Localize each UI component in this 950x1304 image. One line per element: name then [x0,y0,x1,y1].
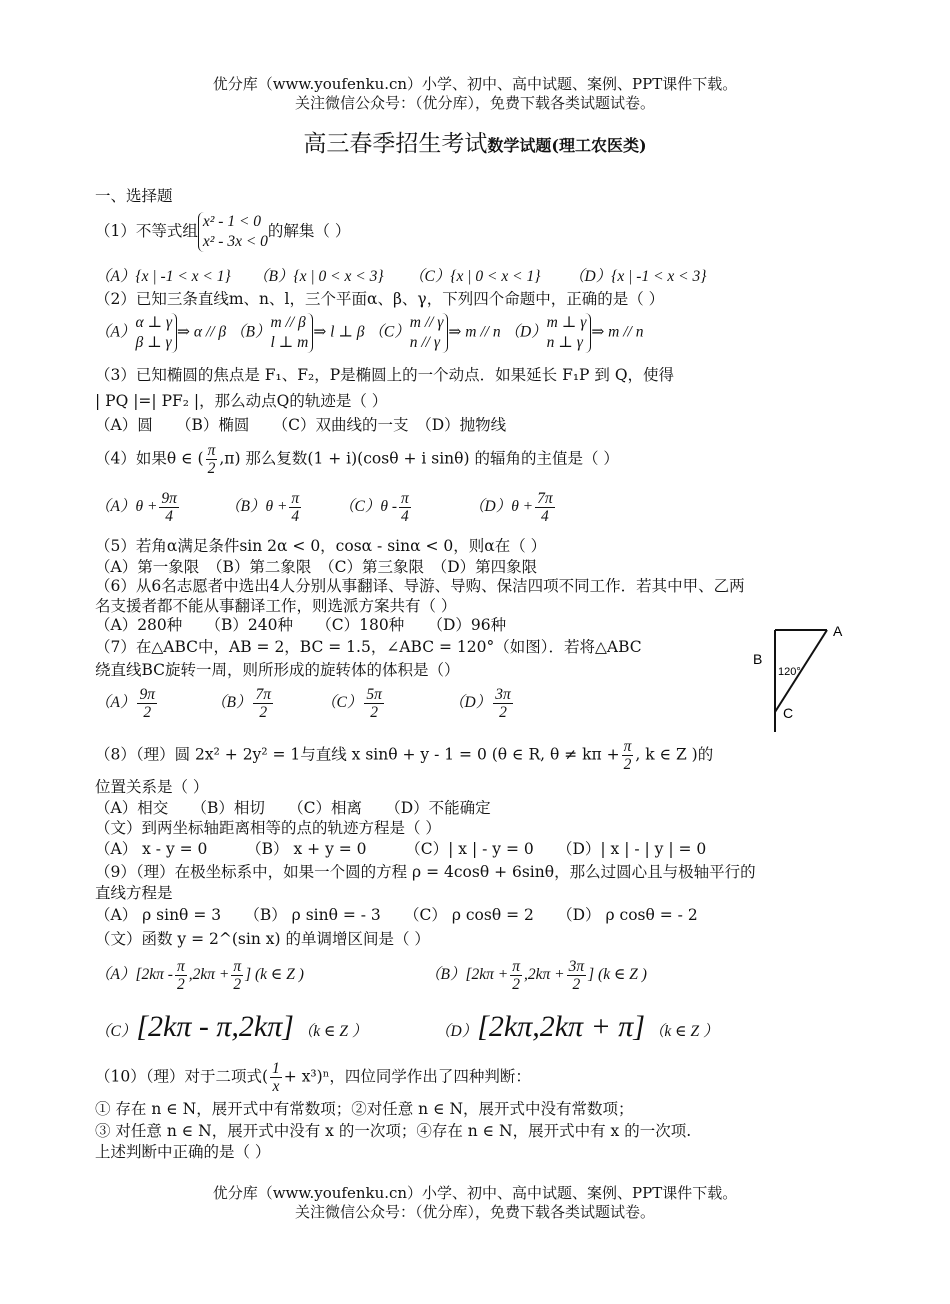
q9-b-left: （B）[2kπ + [425,966,509,984]
q2-d-system [547,313,592,353]
q4-d-label: （D）θ + [469,498,534,516]
q4-a-num: 9π [161,490,177,507]
q10-line-4: 上述判断中正确的是（ ） [95,1143,271,1161]
q9-b-right: ] (k ∈ Z ) [588,966,647,984]
footer-line-2: 关注微信公众号：（优分库），免费下载各类试题试卷。 [294,1203,655,1221]
label-b: B [753,651,763,667]
q7-a-den: 2 [143,704,152,721]
q3-line-2: | PQ |=| PF₂ |，那么动点Q的轨迹是（ ） [95,392,388,410]
q2-b-1: m // β [270,314,306,331]
q9-wen-stem: （文）函数 y = 2^(sin x) 的单调增区间是（ ） [95,930,430,948]
q8-post: , k ∈ Z )的 [635,745,714,764]
q2-d-result: ⇒ m // n [591,323,644,341]
q4-b-label: （B）θ + [225,498,288,516]
q9-c-right: （k ∈ Z ） [297,1023,368,1040]
q2-b-2: l ⊥ m [270,334,309,351]
q4-b-frac [289,490,301,525]
q4-frac-den: 2 [207,460,216,477]
q9-options: （A） ρ sinθ = 3 （B） ρ sinθ = - 3 （C） ρ cosθ = 2 （D） ρ cosθ = - 2 [95,906,698,924]
q2-b-system [270,313,313,353]
q5-stem: （5）若角α满足条件sin 2α < 0，cosα - sinα < 0，则α在（ ） [95,537,547,555]
q4-c-num: π [401,490,409,507]
q9-b-frac-2-den: 2 [572,976,581,993]
q7-a-num: 9π [139,686,155,703]
q4-options [95,490,557,525]
q9-d-interval: [2kπ,2kπ + π] [477,1010,646,1043]
q8-wen-stem: （文）到两坐标轴距离相等的点的轨迹方程是（ ） [95,819,441,837]
q1-ineq-2: x² - 3x < 0 [202,233,268,250]
q7-d-frac [493,686,513,721]
q7-line-2: 绕直线BC旋转一周，则所形成的旋转体的体积是（） [95,661,460,679]
q10-line-2: ① 存在 n ∈ N，展开式中有常数项；②对任意 n ∈ N，展开式中没有常数项； [95,1100,634,1118]
q9-b-frac-2 [567,958,587,993]
q4-c-den: 4 [401,508,409,525]
q1-option-b: （B）{x | 0 < x < 3} [253,268,384,285]
q7-a-label: （A） [95,694,136,712]
q4-c-label: （C）θ - [339,498,397,516]
page-title [0,131,950,157]
q6-line-2: 名支援者都不能从事翻译工作，则选派方案共有（ ） [95,597,457,615]
label-angle: 120° [778,666,801,678]
q9-line-1: （9）（理）在极坐标系中，如果一个圆的方程 ρ = 4cosθ + 6sinθ，那么过圆心且与极轴平行的 [95,863,756,881]
q7-line-1: （7）在△ABC中，AB = 2，BC = 1.5，∠ABC = 120°（如图）．若将△ABC [95,638,642,656]
q9-b-mid: ,2kπ + [524,966,565,984]
q10-stem [95,1060,531,1095]
q7-b-label: （B） [211,694,252,712]
label-a: A [833,623,843,639]
q2-stem: （2）已知三条直线m、n、l，三个平面α、β、γ，下列四个命题中，正确的是（ ） [95,290,665,308]
q1-option-a: （A）{x | -1 < x < 1} [95,268,231,285]
q10-line-3: ③ 对任意 n ∈ N，展开式中没有 x 的一次项；④存在 n ∈ N，展开式中有 x 的一次项. [95,1122,692,1140]
q2-a-system [135,313,177,353]
q8-frac [622,738,634,773]
title-main: 高三春季招生考试 [303,131,488,157]
q2-b-result: ⇒ l ⊥ β [313,323,365,341]
q7-b-frac [253,686,273,721]
q7-c-frac [364,686,384,721]
q9-c-interval: [2kπ - π,2kπ] [136,1010,294,1043]
q1-option-d: （D）{x | -1 < x < 3} [569,268,707,285]
q1-pre: （1）不等式组 [95,222,198,240]
q10-pre: （10）（理）对于二项式( [95,1067,269,1086]
q10-frac [270,1060,282,1095]
q2-d-2: n ⊥ γ [546,334,583,351]
q4-a-frac [159,490,179,525]
q9-b-frac-1 [510,958,522,993]
q1-post: 的解集（ ） [267,222,351,240]
q7-b-num: 7π [255,686,271,703]
triangle-figure [745,620,855,738]
q9-a-mid: ,2kπ + [188,966,230,984]
q4-frac-num: π [207,442,216,459]
q2-a-1: α ⊥ γ [135,314,173,331]
footer-line-1: 优分库（www.youfenku.cn）小学、初中、高中试题、案例、PPT课件下载。 [212,1184,738,1202]
q9-b-frac-2-num: 3π [568,958,585,975]
q9-a-frac-2 [231,958,243,993]
q6-line-1: （6）从6名志愿者中选出4人分别从事翻译、导游、导购、保洁四项不同工作．若其中甲、乙两 [95,577,745,595]
q9-a-frac-1 [175,958,187,993]
q4-b-num: π [291,490,300,507]
q7-d-num: 3π [495,686,511,703]
q1-stem [95,212,350,252]
q8-frac-num: π [623,738,632,755]
q9-c-left: （C） [95,1023,137,1040]
q2-a-result: ⇒ α // β [177,323,227,341]
q8-options: （A）相交 （B）相切 （C）相离 （D）不能确定 [95,799,491,817]
q1-option-c: （C）{x | 0 < x < 1} [409,268,541,285]
q9-a-frac-2-num: π [233,958,242,975]
q9-a-left: （A）[2kπ - [95,966,173,984]
q2-a-label: （A） [95,323,136,341]
q4-a-den: 4 [165,508,174,525]
q10-post: + x³)ⁿ，四位同学作出了四种判断： [283,1067,531,1086]
section-heading: 一、选择题 [95,187,173,205]
q3-line-1: （3）已知椭圆的焦点是 F₁、F₂，P是椭圆上的一个动点．如果延长 F₁P 到 Q，使得 [95,366,675,384]
q8-wen-options: （A） x - y = 0 （B） x + y = 0 （C）| x | - y = 0 （D）| x | - | y | = 0 [95,840,707,858]
q2-c-1: m // γ [409,314,444,331]
q9-b-frac-1-num: π [512,958,520,975]
q2-b-label: （B） [230,323,271,341]
q9-a-frac-1-den: 2 [176,976,185,993]
q5-options: （A）第一象限 （B）第二象限 （C）第三象限 （D）第四象限 [95,558,538,576]
q2-a-2: β ⊥ γ [135,334,172,351]
q2-c-result: ⇒ m // n [448,323,501,341]
q9-d-right: （k ∈ Z ） [648,1023,719,1040]
q4-frac [206,442,218,477]
q8-stem [95,738,713,773]
q3-options: （A）圆 （B）椭圆 （C）双曲线的一支 （D）抛物线 [95,416,507,434]
header-line-2: 关注微信公众号：（优分库），免费下载各类试题试卷。 [294,94,655,112]
q9-b-frac-1-den: 2 [512,976,520,993]
q8-pre: （8）（理）圆 2x² + 2y² = 1与直线 x sinθ + y - 1 = 0 (θ ∈ R, θ ≠ kπ + [95,745,620,764]
q4-d-num: 7π [537,490,553,507]
q1-options [95,266,706,287]
q8-line-2: 位置关系是（ ） [95,778,209,796]
header-line-1: 优分库（www.youfenku.cn）小学、初中、高中试题、案例、PPT课件下载。 [212,75,738,93]
q7-a-frac [137,686,157,721]
q10-frac-den: x [272,1078,280,1095]
q7-c-den: 2 [370,704,378,721]
label-c: C [783,705,794,721]
q4-mid: ,π) 那么复数(1 + i)(cosθ + i sinθ) 的辐角的主值是（ ） [219,449,619,468]
q2-c-label: （C） [368,323,410,341]
title-sub: 数学试题(理工农医类) [487,136,647,155]
q7-options [95,686,515,721]
q8-frac-den: 2 [623,756,632,773]
q4-d-frac [535,490,555,525]
q4-d-den: 4 [541,508,549,525]
q2-c-2: n // γ [409,334,440,351]
q4-a-label: （A）θ + [95,498,158,516]
q9-line-2: 直线方程是 [95,884,173,902]
q9-wen-cd [95,1010,719,1049]
q1-system [198,212,268,252]
q2-d-1: m ⊥ γ [546,314,587,331]
q1-ineq-1: x² - 1 < 0 [202,213,262,230]
q2-c-system [410,313,449,353]
q2-d-label: （D） [504,323,547,341]
q9-a-right: ] (k ∈ Z ) [245,966,304,984]
q4-stem [95,442,619,477]
q7-c-label: （C） [321,694,363,712]
q2-options [95,313,643,353]
q10-frac-num: 1 [272,1060,280,1077]
q6-options: （A）280种 （B）240种 （C）180种 （D）96种 [95,616,507,634]
q9-wen-ab [95,958,647,993]
q7-d-den: 2 [499,704,507,721]
q4-pre: （4）如果θ ∈ ( [95,449,204,468]
q7-c-num: 5π [366,686,382,703]
q9-a-frac-2-den: 2 [233,976,242,993]
q9-d-left: （D） [435,1023,478,1040]
q9-a-frac-1-num: π [176,958,185,975]
q4-b-den: 4 [291,508,300,525]
q7-b-den: 2 [259,704,268,721]
q4-c-frac [399,490,411,525]
q7-d-label: （D） [449,694,492,712]
